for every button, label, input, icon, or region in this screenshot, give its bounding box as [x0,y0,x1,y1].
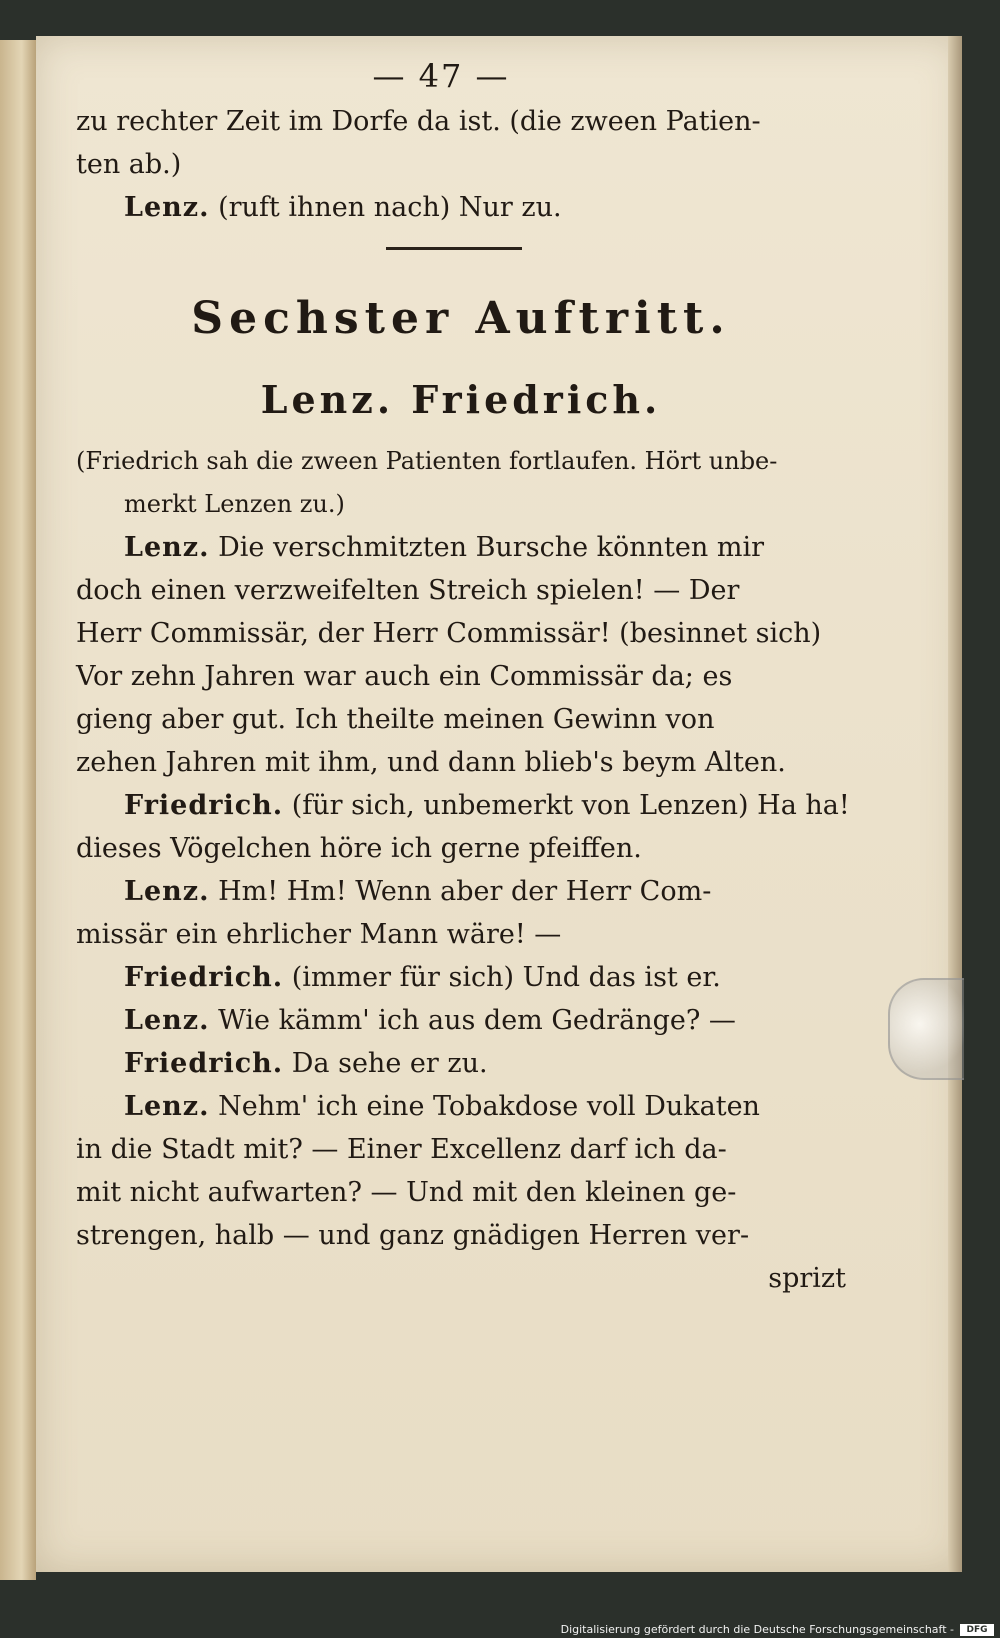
section-divider [386,247,522,250]
speaker-name: Friedrich. [124,790,284,821]
text-line: zu rechter Zeit im Dorfe da ist. (die zween Patien- [76,106,761,137]
dialogue-line: dieses Vögelchen höre ich gerne pfeiffen. [76,833,642,864]
dialogue-line [76,526,846,569]
dialogue-text: Da sehe er zu. [283,1048,488,1079]
dfg-logo-icon: DFG [960,1624,994,1636]
dialogue-line: Vor zehn Jahren war auch ein Commissär da; es [76,661,733,692]
scene-title: Sechster Auftritt. [191,293,731,344]
text-line: ten ab.) [76,149,182,180]
left-page-edge [0,40,36,1580]
dialogue-line: zehen Jahren mit ihm, und dann blieb's beym Alten. [76,747,786,778]
speaker-name: Lenz. [124,1091,210,1122]
stage-direction: (Friedrich sah die zween Patienten fortlaufen. Hört unbe- [76,447,778,475]
page-edge [948,36,962,1572]
speaker-name: Lenz. [124,532,210,563]
dialogue-line: strengen, halb — und ganz gnädigen Herren ver- [76,1220,750,1251]
dialogue-line [76,956,846,999]
speaker-name: Friedrich. [124,962,284,993]
dialogue-line [76,999,846,1042]
dialogue-text: Nehm' ich eine Tobakdose voll Dukaten [209,1091,760,1122]
dialogue-text: (immer für sich) Und das ist er. [283,962,721,993]
dialogue-line: missär ein ehrlicher Mann wäre! — [76,919,562,950]
scene-characters: Lenz. Friedrich. [260,377,662,422]
footer-credit: Digitalisierung gefördert durch die Deutsche Forschungsgemeinschaft - [560,1623,954,1636]
stage-direction: merkt Lenzen zu.) [124,490,345,518]
speaker-name: Lenz. [124,192,210,223]
speaker-name: Friedrich. [124,1048,284,1079]
dialogue-line [76,1085,846,1128]
page-number: — 47 — [372,57,510,95]
dialogue-text: (für sich, unbemerkt von Lenzen) Ha ha! [283,790,850,821]
dialogue-line: in die Stadt mit? — Einer Excellenz darf ich da- [76,1134,727,1165]
dialogue-text: Die verschmitzten Bursche könnten mir [209,532,764,563]
speaker-name: Lenz. [124,876,210,907]
dialogue-text: (ruft ihnen nach) Nur zu. [209,192,562,223]
page-turn-tab[interactable] [888,978,964,1080]
dialogue-line: gieng aber gut. Ich theilte meinen Gewinn von [76,704,715,735]
dialogue-line: mit nicht aufwarten? — Und mit den kleinen ge- [76,1177,737,1208]
page-text [76,52,850,1300]
dialogue-line: Herr Commissär, der Herr Commissär! (besinnet sich) [76,618,822,649]
dialogue-text: Wie kämm' ich aus dem Gedränge? — [209,1005,736,1036]
dialogue-line [76,186,846,229]
dialogue-line: doch einen verzweifelten Streich spielen! — Der [76,575,740,606]
dialogue-line [76,1042,846,1085]
speaker-name: Lenz. [124,1005,210,1036]
dialogue-text: Hm! Hm! Wenn aber der Herr Com- [209,876,712,907]
catchword: sprizt [768,1263,846,1294]
dialogue-line [76,870,846,913]
dialogue-line [76,784,850,827]
